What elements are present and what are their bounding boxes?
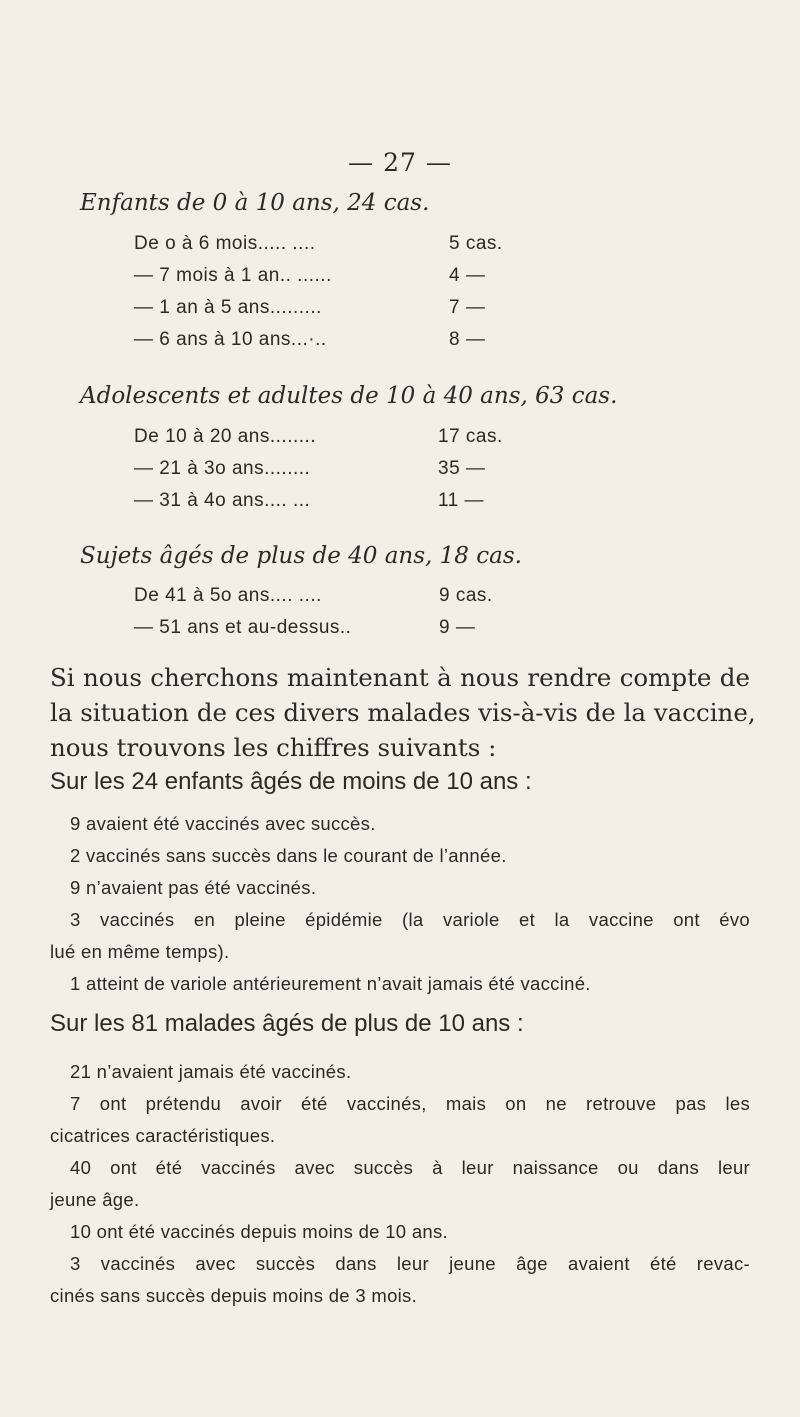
row-label: De 41 à 5o ans.... .... xyxy=(134,585,322,606)
list-item: 2 vaccinés sans succès dans le courant de l’année. xyxy=(70,845,507,866)
row-value: 35 — xyxy=(438,458,486,479)
table-row xyxy=(134,617,554,643)
table-row xyxy=(134,490,534,516)
row-value: 7 — xyxy=(449,297,486,318)
adults-list xyxy=(50,1056,750,1312)
table-row xyxy=(134,297,534,323)
paragraph-line: nous trouvons les chiffres suivants : xyxy=(50,733,497,762)
list-item: 9 n’avaient pas été vaccinés. xyxy=(70,877,317,898)
subheading-adults: Sur les 81 malades âgés de plus de 10 ans : xyxy=(50,1010,524,1037)
section-heading-elderly: Sujets âgés de plus de 40 ans, 18 cas. xyxy=(80,543,522,569)
list-item: 21 n’avaient jamais été vaccinés. xyxy=(70,1061,352,1082)
row-value: 5 cas. xyxy=(449,233,503,254)
list-item: cicatrices caractéristiques. xyxy=(50,1125,276,1146)
list-item: jeune âge. xyxy=(50,1189,140,1210)
row-value: 8 — xyxy=(449,329,486,350)
list-item: 1 atteint de variole antérieurement n’avait jamais été vacciné. xyxy=(70,973,591,994)
row-label: — 51 ans et au-dessus.. xyxy=(134,617,352,638)
table-row xyxy=(134,329,534,355)
list-item: 3 vaccinés en pleine épidémie (la variole et la vaccine ont évo xyxy=(70,909,750,930)
row-label: — 7 mois à 1 an.. ...... xyxy=(134,265,332,286)
row-label: De 10 à 20 ans........ xyxy=(134,426,317,447)
row-value: 4 — xyxy=(449,265,486,286)
subheading-children: Sur les 24 enfants âgés de moins de 10 ans : xyxy=(50,768,532,795)
row-value: 11 — xyxy=(438,490,485,511)
list-item: 10 ont été vaccinés depuis moins de 10 ans. xyxy=(70,1221,448,1242)
paragraph-line: Si nous cherchons maintenant à nous rendre compte de xyxy=(50,663,750,692)
list-item: 7 ont prétendu avoir été vaccinés, mais on ne retrouve pas les xyxy=(70,1093,750,1114)
row-label: De o à 6 mois..... .... xyxy=(134,233,316,254)
row-label: — 31 à 4o ans.... ... xyxy=(134,490,311,511)
page-number: — 27 — xyxy=(348,148,452,177)
row-value: 17 cas. xyxy=(438,426,503,447)
list-item: cinés sans succès depuis moins de 3 mois. xyxy=(50,1285,418,1306)
body-paragraph xyxy=(50,660,756,765)
list-item: 3 vaccinés avec succès dans leur jeune âge avaient été revac- xyxy=(70,1253,750,1274)
list-item: 40 ont été vaccinés avec succès à leur naissance ou dans leur xyxy=(70,1157,750,1178)
section-heading-children: Enfants de 0 à 10 ans, 24 cas. xyxy=(80,190,430,216)
table-row xyxy=(134,458,534,484)
list-item: lué en même temps). xyxy=(50,941,230,962)
section-heading-adults: Adolescents et adultes de 10 à 40 ans, 63 cas. xyxy=(80,383,618,409)
table-row xyxy=(134,426,534,452)
row-label: — 21 à 3o ans........ xyxy=(134,458,311,479)
table-row xyxy=(134,233,534,259)
table-row xyxy=(134,585,554,611)
row-value: 9 — xyxy=(439,617,476,638)
table-row xyxy=(134,265,534,291)
list-item: 9 avaient été vaccinés avec succès. xyxy=(70,813,376,834)
row-label: — 1 an à 5 ans......... xyxy=(134,297,322,318)
paragraph-line: la situation de ces divers malades vis-à-vis de la vaccine, xyxy=(50,698,756,727)
children-list xyxy=(50,808,750,1000)
row-value: 9 cas. xyxy=(439,585,493,606)
row-label: — 6 ans à 10 ans...·.. xyxy=(134,329,327,350)
